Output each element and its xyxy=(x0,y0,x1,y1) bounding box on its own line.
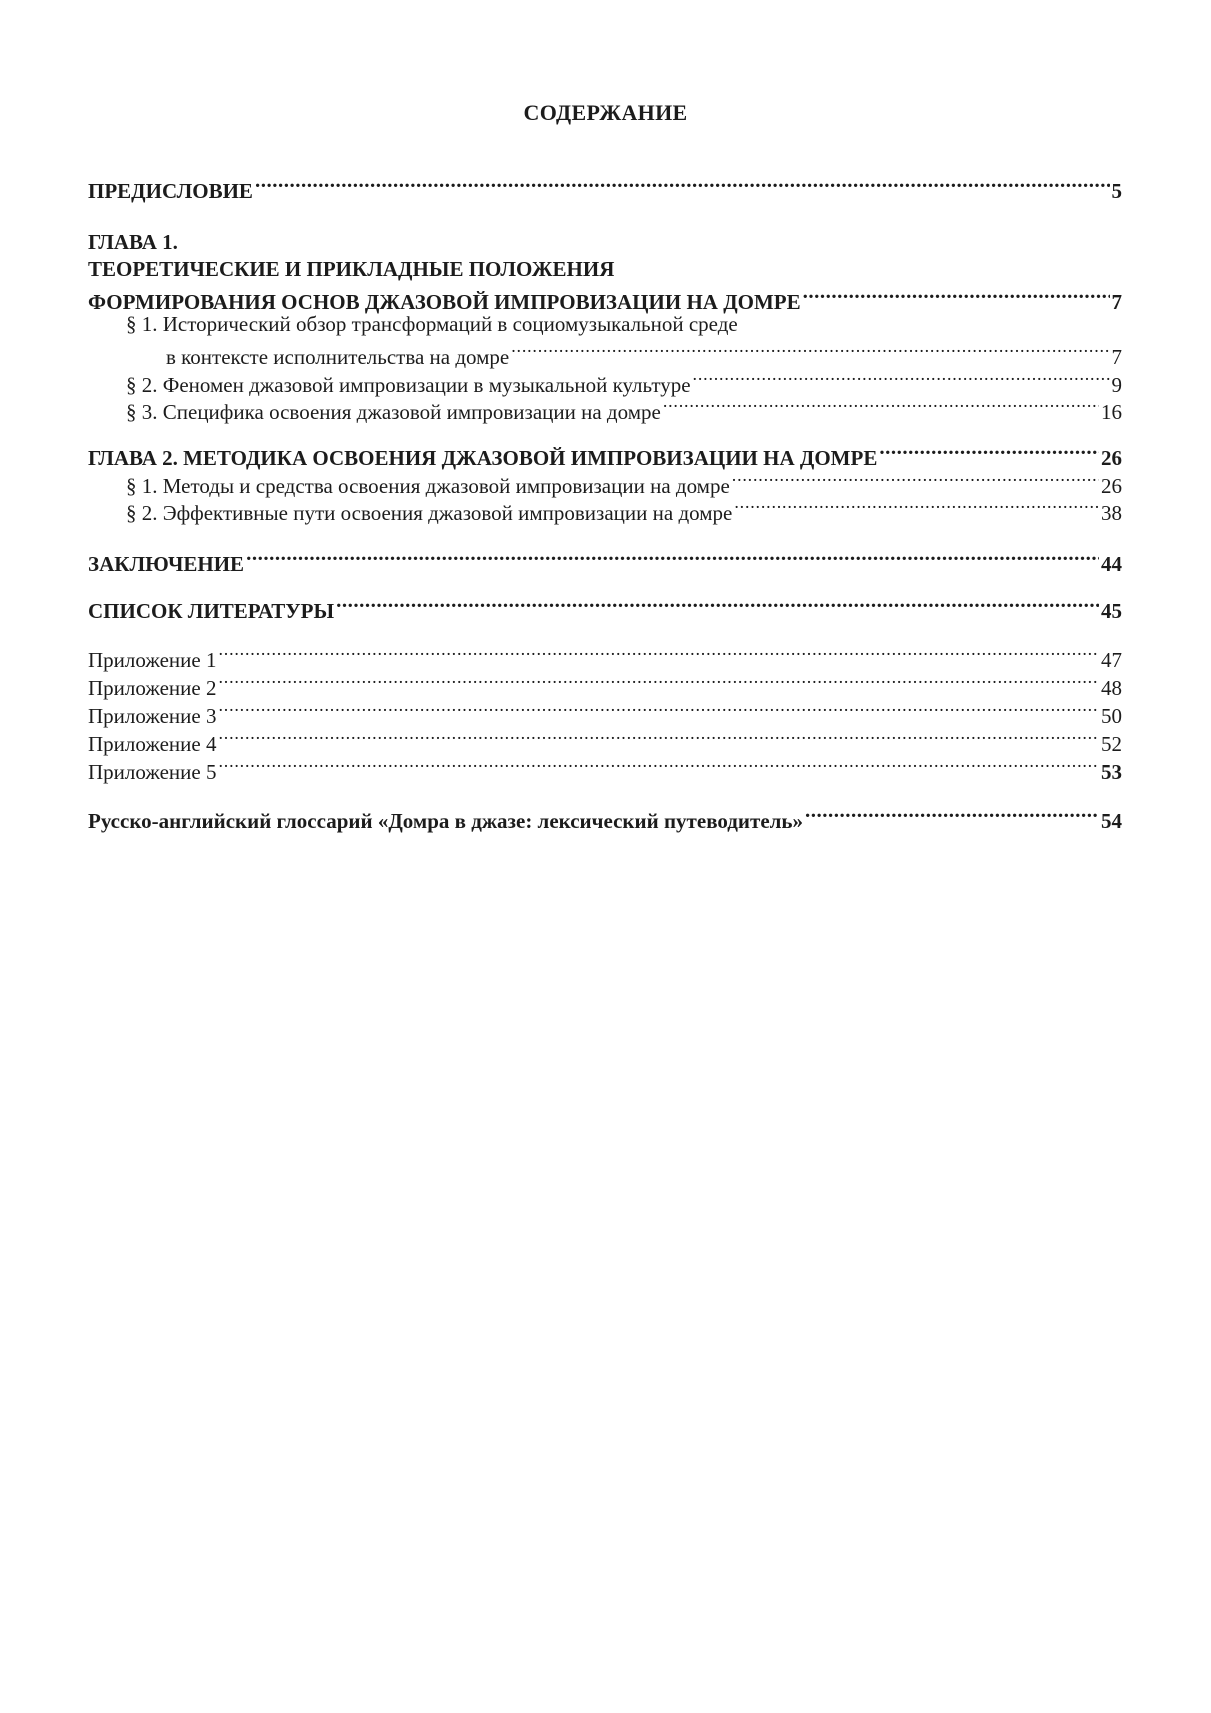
toc-page-number: 5 xyxy=(1111,179,1122,203)
toc-page-number: 47 xyxy=(1101,648,1122,672)
chapter-1-heading: ГЛАВА 1. xyxy=(88,230,178,254)
dot-leader xyxy=(734,494,1099,520)
toc-entry-label: ФОРМИРОВАНИЯ ОСНОВ ДЖАЗОВОЙ ИМПРОВИЗАЦИИ НА ДОМРЕ xyxy=(88,290,801,314)
toc-entry-preface[interactable] xyxy=(88,172,1122,204)
toc-entry-label: § 2. Эффективные пути освоения джазовой импровизации на домре xyxy=(126,501,733,525)
toc-entry-label: Приложение 3 xyxy=(88,704,217,728)
dot-leader xyxy=(879,439,1099,465)
toc-entry-label: Русско-английский глоссарий «Домра в джазе: лексический путеводитель» xyxy=(88,809,804,833)
dot-leader xyxy=(805,802,1099,828)
toc-entry-literature[interactable] xyxy=(88,592,1122,624)
toc-entry-label: в контексте исполнительства на домре xyxy=(166,345,510,369)
dot-leader xyxy=(511,338,1109,364)
toc-page-number: 26 xyxy=(1101,446,1122,470)
dot-leader xyxy=(246,545,1099,571)
dot-leader xyxy=(732,467,1099,493)
dot-leader xyxy=(218,669,1099,695)
toc-entry-label: Приложение 5 xyxy=(88,760,217,784)
toc-entry-ch2-section-2[interactable] xyxy=(126,494,1122,526)
toc-page-number: 7 xyxy=(1111,290,1122,314)
toc-entry-label: Приложение 2 xyxy=(88,676,217,700)
toc-entry-label: § 1. Методы и средства освоения джазовой импровизации на домре xyxy=(126,474,730,498)
dot-leader xyxy=(663,393,1099,419)
dot-leader xyxy=(218,725,1099,751)
dot-leader xyxy=(218,641,1099,667)
toc-entry-conclusion[interactable] xyxy=(88,545,1122,577)
toc-entry-label: Приложение 1 xyxy=(88,648,217,672)
section-1-1-title-line: § 1. Исторический обзор трансформаций в социомузыкальной среде xyxy=(126,312,738,336)
chapter-1-title-line: ТЕОРЕТИЧЕСКИЕ И ПРИКЛАДНЫЕ ПОЛОЖЕНИЯ xyxy=(88,257,615,281)
toc-entry-appendix-5[interactable] xyxy=(88,753,1122,785)
dot-leader xyxy=(218,697,1099,723)
toc-page-number: 53 xyxy=(1101,760,1122,784)
toc-entry-label: § 3. Специфика освоения джазовой импровизации на домре xyxy=(126,400,661,424)
toc-page-number: 52 xyxy=(1101,732,1122,756)
toc-page-number: 38 xyxy=(1101,501,1122,525)
dot-leader xyxy=(693,366,1110,392)
toc-page-number: 16 xyxy=(1101,400,1122,424)
dot-leader xyxy=(255,172,1110,198)
toc-page-number: 45 xyxy=(1101,599,1122,623)
toc-entry-label: СПИСОК ЛИТЕРАТУРЫ xyxy=(88,599,335,623)
dot-leader xyxy=(336,592,1099,618)
toc-entry-label: § 2. Феномен джазовой импровизации в музыкальной культуре xyxy=(126,373,691,397)
toc-entry-label: ПРЕДИСЛОВИЕ xyxy=(88,179,253,203)
toc-entry-label: ГЛАВА 2. МЕТОДИКА ОСВОЕНИЯ ДЖАЗОВОЙ ИМПРОВИЗАЦИИ НА ДОМРЕ xyxy=(88,446,878,470)
page-title: СОДЕРЖАНИЕ xyxy=(523,100,688,125)
toc-entry-label: ЗАКЛЮЧЕНИЕ xyxy=(88,552,245,576)
dot-leader xyxy=(803,283,1110,309)
toc-page-number: 9 xyxy=(1111,373,1122,397)
toc-entry-ch1-section-3[interactable] xyxy=(126,393,1122,425)
toc-page-number: 26 xyxy=(1101,474,1122,498)
toc-page-number: 7 xyxy=(1111,345,1122,369)
toc-entry-glossary[interactable] xyxy=(88,802,1122,834)
toc-page-number: 44 xyxy=(1101,552,1122,576)
toc-entry-label: Приложение 4 xyxy=(88,732,217,756)
toc-page-number: 54 xyxy=(1101,809,1122,833)
toc-page-number: 48 xyxy=(1101,676,1122,700)
dot-leader xyxy=(218,753,1099,779)
toc-page-number: 50 xyxy=(1101,704,1122,728)
